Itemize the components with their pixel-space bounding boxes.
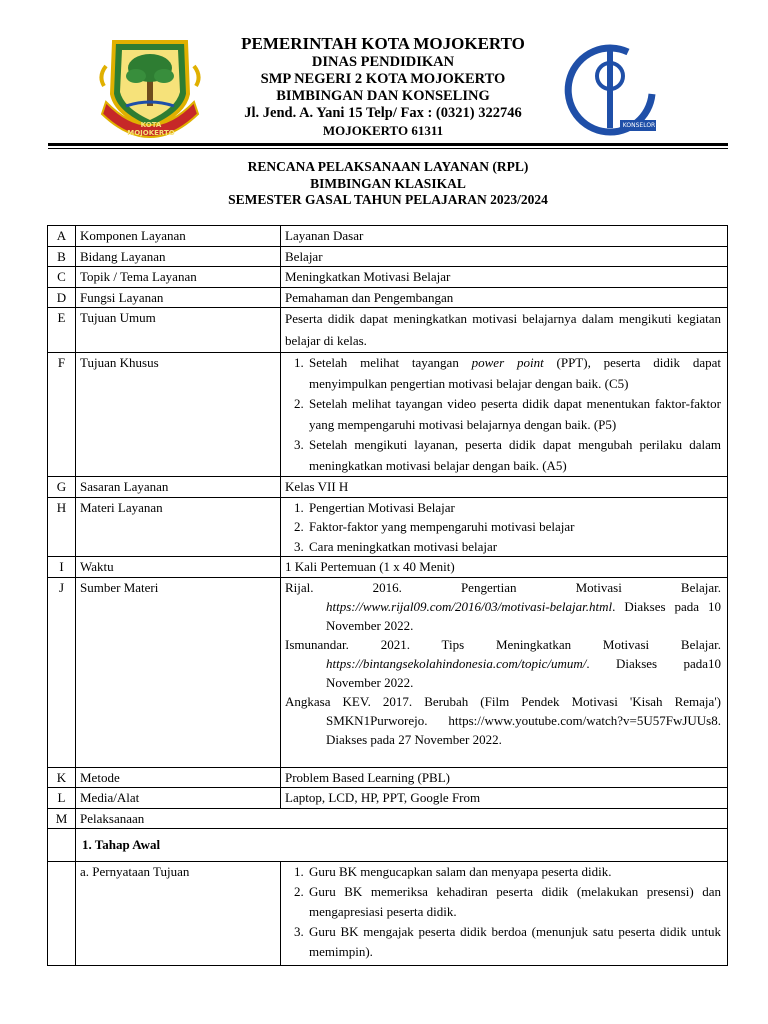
list-item: 2. Setelah melihat tayangan video peserta didik dapat menentukan faktor-faktor yang mempengaruhi motivasi belajarnya dengan baik. (P5) [307,394,721,435]
title-line-3: SEMESTER GASAL TAHUN PELAJARAN 2023/2024 [228,192,548,207]
table-row [48,577,728,767]
row-value [281,497,728,557]
letterhead-rule-thin [48,148,728,149]
row-label: Komponen Layanan [76,226,281,247]
letterhead-unit: BIMBINGAN DAN KONSELING [276,88,490,104]
row-label: Metode [76,767,281,788]
document-title [48,159,728,209]
row-value: Peserta didik dapat meningkatkan motivasi belajarnya dalam mengikuti kegiatan belajar di kelas. [281,308,728,353]
row-value: Problem Based Learning (PBL) [281,767,728,788]
konselor-logo-text: KONSELOR [622,122,656,129]
row-value: Pemahaman dan Pengembangan [281,287,728,308]
row-value: Laptop, LCD, HP, PPT, Google From [281,788,728,809]
list-item: 2. Guru BK memeriksa kehadiran peserta didik (melakukan presensi) dan mengapresiasi peserta didik. [307,882,721,922]
objectives-list [285,353,721,476]
table-row [48,557,728,578]
letterhead-city: MOJOKERTO 61311 [322,123,444,138]
row-value: Layanan Dasar [281,226,728,247]
stage-sub-label: a. Pernyataan Tujuan [76,861,281,965]
row-label: Waktu [76,557,281,578]
table-row [48,287,728,308]
row-letter: G [48,477,76,498]
table-row [48,861,728,965]
row-value [281,861,728,965]
reference-item: Rijal. 2016. Pengertian Motivasi Belajar. https://www.rijal09.com/2016/03/motivasi-belajar.html. Diakses pada 10 November 2022. [285,579,721,633]
row-letter: M [48,808,76,829]
reference-link: https://bintangsekolahindonesia.com/topic/umum/ [326,655,587,671]
row-value: 1 Kali Pertemuan (1 x 40 Menit) [281,557,728,578]
row-letter: J [48,577,76,767]
reference-item: Ismunandar. 2021. Tips Meningkatkan Motivasi Belajar. https://bintangsekolahindonesia.com/topic/umum/. Diakses pada10 November 2022. [285,636,721,690]
list-item: 1. Guru BK mengucapkan salam dan menyapa peserta didik. [307,862,721,882]
table-row [48,497,728,557]
row-label: Media/Alat [76,788,281,809]
table-row [48,477,728,498]
table-row [48,767,728,788]
row-letter: E [48,308,76,353]
row-value [281,353,728,477]
row-value [281,577,728,767]
row-label: Materi Layanan [76,497,281,557]
letterhead-school: SMP NEGERI 2 KOTA MOJOKERTO [260,71,506,87]
row-letter: D [48,287,76,308]
row-label: Sasaran Layanan [76,477,281,498]
row-letter: H [48,497,76,557]
table-row [48,246,728,267]
table-row [48,308,728,353]
row-letter: I [48,557,76,578]
letterhead [200,34,566,139]
row-label: Tujuan Umum [76,308,281,353]
table-row [48,353,728,477]
title-line-1: RENCANA PELAKSANAAN LAYANAN (RPL) [247,159,529,174]
table-row [48,226,728,247]
reference-link: https://www.rijal09.com/2016/03/motivasi-belajar.html [326,598,613,614]
row-letter: L [48,788,76,809]
city-emblem-text: KOTA MOJOKERTO [127,121,175,137]
title-line-2: BIMBINGAN KLASIKAL [310,175,466,191]
row-label: Bidang Layanan [76,246,281,267]
letterhead-rule-thick [48,143,728,146]
row-letter: F [48,353,76,477]
table-row [48,788,728,809]
activity-list [285,862,721,962]
letterhead-address: Jl. Jend. A. Yani 15 Telp/ Fax : (0321) 322746 [244,105,522,121]
row-value: Belajar [281,246,728,267]
row-value: Kelas VII H [281,477,728,498]
row-label: Sumber Materi [76,577,281,767]
row-label: Pelaksanaan [76,808,728,829]
row-letter: B [48,246,76,267]
row-label: Tujuan Khusus [76,353,281,477]
row-value: Meningkatkan Motivasi Belajar [281,267,728,288]
list-item: 3. Setelah mengikuti layanan, peserta didik dapat mengubah perilaku dalam meningkatkan motivasi belajar dengan baik. (A5) [307,435,721,476]
row-letter: K [48,767,76,788]
table-row [48,808,728,829]
row-letter: A [48,226,76,247]
list-item: 3. Cara meningkatkan motivasi belajar [307,537,721,557]
stage-heading: 1. Tahap Awal [76,829,728,862]
rpl-table [47,225,728,966]
letterhead-department: DINAS PENDIDIKAN [311,54,455,70]
row-label: Topik / Tema Layanan [76,267,281,288]
row-letter: C [48,267,76,288]
reference-item: Angkasa KEV. 2017. Berubah (Film Pendek Motivasi 'Kisah Remaja') SMKN1Purworejo. https://www.youtube.com/watch?v=5U57FwJUUs8. Diakses pada 27 November 2022. [285,693,721,747]
letterhead-government: PEMERINTAH KOTA MOJOKERTO [241,34,525,53]
table-row [48,829,728,862]
materials-list [285,498,721,557]
row-label: Fungsi Layanan [76,287,281,308]
list-item: 1. Pengertian Motivasi Belajar [307,498,721,518]
list-item: 2. Faktor-faktor yang mempengaruhi motivasi belajar [307,517,721,537]
list-item: 3. Guru BK mengajak peserta didik berdoa (menunjuk satu peserta didik untuk memimpin). [307,922,721,962]
list-item: 1. Setelah melihat tayangan power point (PPT), peserta didik dapat menyimpulkan pengertian motivasi belajar dengan baik. (C5) [307,353,721,394]
table-row [48,267,728,288]
